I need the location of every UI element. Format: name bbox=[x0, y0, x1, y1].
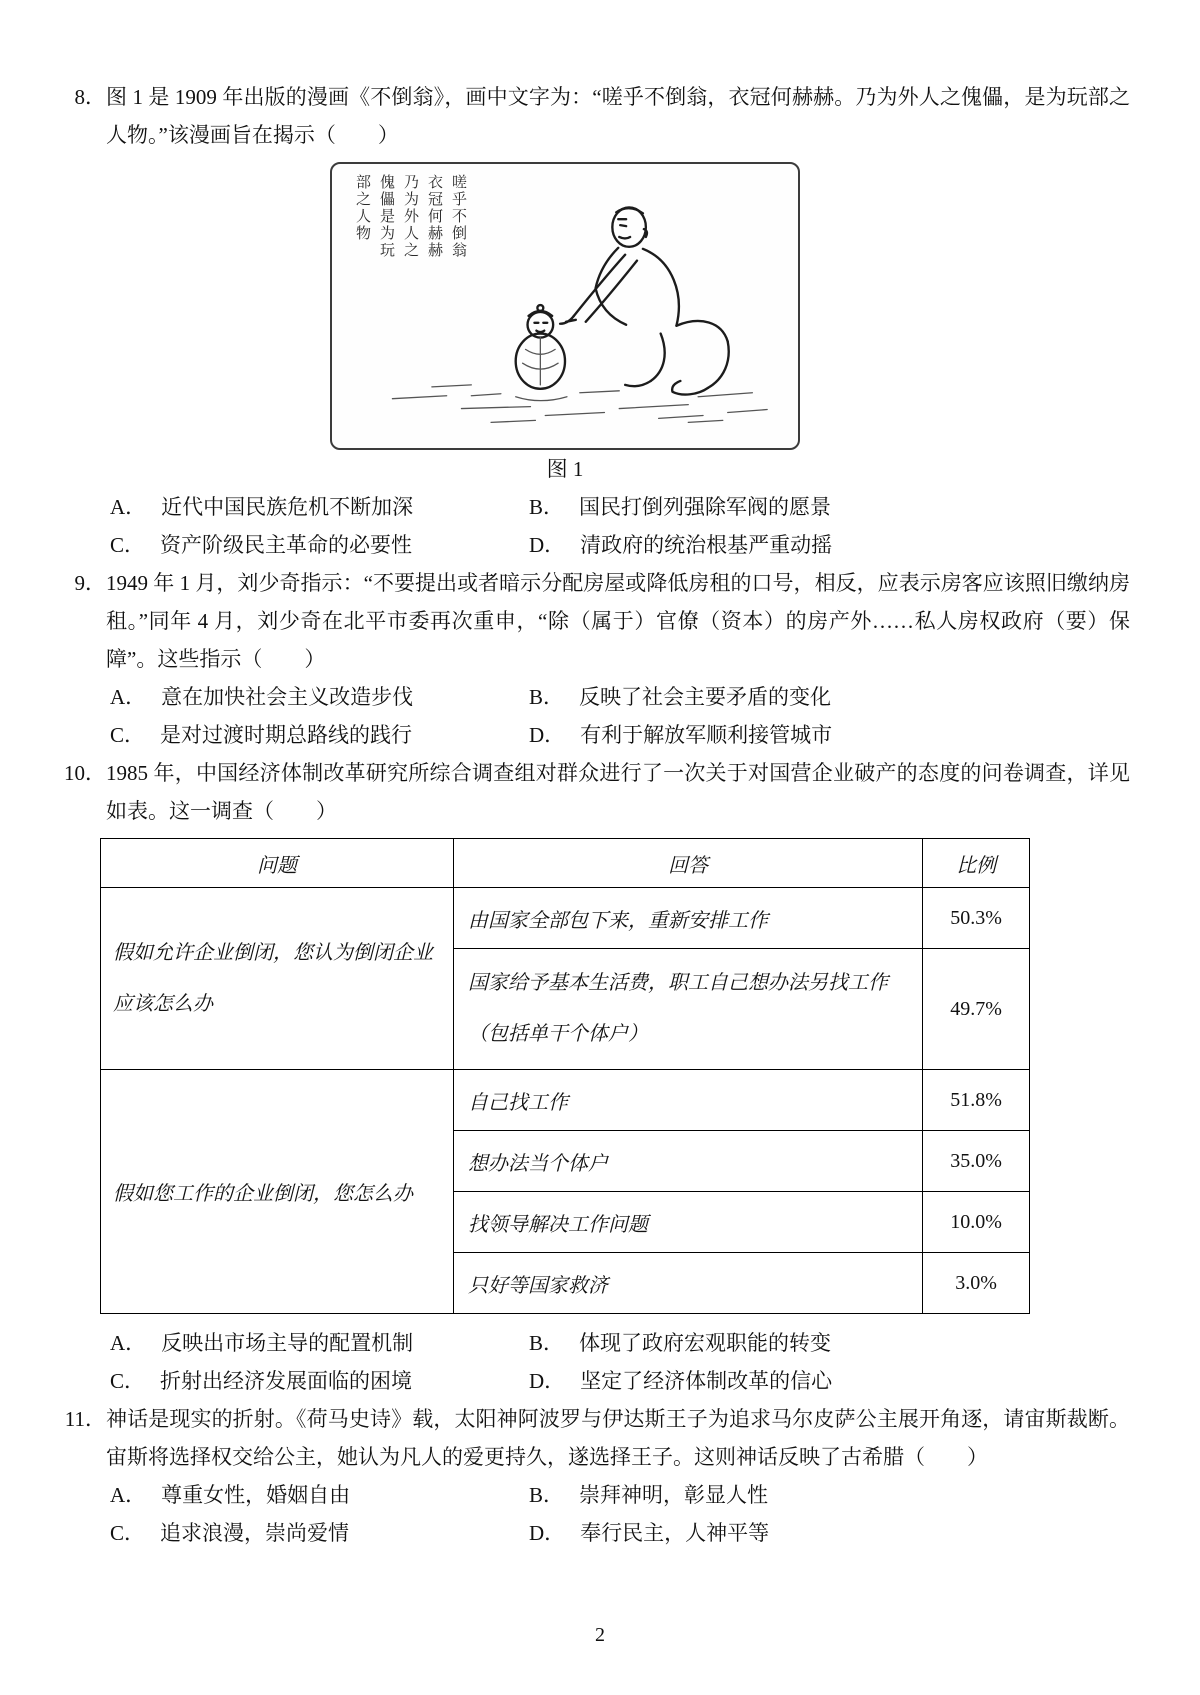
option-d: D． 有利于解放军顺利接管城市 bbox=[529, 723, 833, 747]
figure-1 bbox=[106, 162, 1130, 488]
option-c: C． 折射出经济发展面临的困境 bbox=[110, 1369, 413, 1393]
question-9 bbox=[58, 564, 1130, 754]
option-b: B． 国民打倒列强除军阀的愿景 bbox=[529, 495, 832, 519]
option-c: C． 追求浪漫，崇尚爱情 bbox=[110, 1521, 350, 1545]
ratio-cell: 50.3% bbox=[923, 888, 1030, 949]
option-a: A． 意在加快社会主义改造步伐 bbox=[110, 685, 414, 709]
answer-cell: 找领导解决工作问题 bbox=[454, 1192, 923, 1253]
option-b: B． 崇拜神明，彰显人性 bbox=[529, 1483, 769, 1507]
ratio-cell: 35.0% bbox=[923, 1131, 1030, 1192]
question-11-options bbox=[106, 1476, 1130, 1552]
question-stem: 1949 年 1 月，刘少奇指示：“不要提出或者暗示分配房屋或降低房租的口号，相反，应表示房客应该照旧缴纳房租。”同年 4 月，刘少奇在北平市委再次重申，“除（属于）官僚（资本）的房产外……私人房权政府（要）保障”。这些指示（ ） bbox=[106, 571, 1130, 671]
table-header-row bbox=[101, 839, 1030, 888]
answer-cell: 只好等国家救济 bbox=[454, 1253, 923, 1314]
ratio-cell: 10.0% bbox=[923, 1192, 1030, 1253]
table-row bbox=[101, 888, 1030, 949]
answer-cell: 自己找工作 bbox=[454, 1070, 923, 1131]
question-stem: 1985 年，中国经济体制改革研究所综合调查组对群众进行了一次关于对国营企业破产的态度的问卷调查，详见如表。这一调查（ ） bbox=[106, 761, 1130, 823]
survey-table bbox=[100, 838, 1030, 1314]
option-c: C． 资产阶级民主革命的必要性 bbox=[110, 533, 413, 557]
question-8-options bbox=[106, 488, 1130, 564]
option-b: B． 体现了政府宏观职能的转变 bbox=[529, 1331, 832, 1355]
question-11 bbox=[58, 1400, 1130, 1552]
ratio-cell: 49.7% bbox=[923, 949, 1030, 1070]
ratio-cell: 3.0% bbox=[923, 1253, 1030, 1314]
answer-cell: 由国家全部包下来，重新安排工作 bbox=[454, 888, 923, 949]
question-number: 9． bbox=[74, 571, 106, 595]
table-header-cell: 回答 bbox=[454, 839, 923, 888]
option-a: A． 近代中国民族危机不断加深 bbox=[110, 495, 414, 519]
option-a: A． 尊重女性，婚姻自由 bbox=[110, 1483, 351, 1507]
option-b: B． 反映了社会主要矛盾的变化 bbox=[529, 685, 832, 709]
cartoon-image bbox=[330, 162, 800, 450]
question-stem: 图 1 是 1909 年出版的漫画《不倒翁》，画中文字为：“嗟乎不倒翁，衣冠何赫赫。乃为外人之傀儡，是为玩部之人物。”该漫画旨在揭示（ ） bbox=[106, 85, 1130, 147]
question-8 bbox=[58, 78, 1130, 564]
option-d: D． 奉行民主，人神平等 bbox=[529, 1521, 770, 1545]
question-stem: 神话是现实的折射。《荷马史诗》载，太阳神阿波罗与伊达斯王子为追求马尔皮萨公主展开角逐，请宙斯裁断。宙斯将选择权交给公主，她认为凡人的爱更持久，遂选择王子。这则神话反映了古希腊（ ） bbox=[106, 1407, 1130, 1469]
question-number: 8． bbox=[74, 85, 106, 109]
question-10-options bbox=[106, 1324, 1130, 1400]
option-d: D． 坚定了经济体制改革的信心 bbox=[529, 1369, 833, 1393]
question-10 bbox=[58, 754, 1130, 1400]
figure-caption: 图 1 bbox=[546, 457, 584, 481]
table-row bbox=[101, 1070, 1030, 1131]
question-number: 11． bbox=[64, 1407, 106, 1431]
answer-cell: 国家给予基本生活费，职工自己想办法另找工作（包括单干个体户） bbox=[454, 949, 923, 1070]
question-cell: 假如您工作的企业倒闭，您怎么办 bbox=[101, 1070, 454, 1314]
option-c: C． 是对过渡时期总路线的践行 bbox=[110, 723, 413, 747]
option-d: D． 清政府的统治根基严重动摇 bbox=[529, 533, 833, 557]
cartoon-caption-text: 嗟乎不倒翁 衣冠何赫赫 乃为外人之 傀儡是为玩 部之人物 bbox=[354, 174, 466, 259]
table-header-cell: 比例 bbox=[923, 839, 1030, 888]
question-number: 10． bbox=[64, 761, 106, 785]
ratio-cell: 51.8% bbox=[923, 1070, 1030, 1131]
table-header-cell: 问题 bbox=[101, 839, 454, 888]
answer-cell: 想办法当个体户 bbox=[454, 1131, 923, 1192]
question-9-options bbox=[106, 678, 1130, 754]
page-number: 2 bbox=[595, 1624, 605, 1646]
question-cell: 假如允许企业倒闭，您认为倒闭企业应该怎么办 bbox=[101, 888, 454, 1070]
option-a: A． 反映出市场主导的配置机制 bbox=[110, 1331, 414, 1355]
